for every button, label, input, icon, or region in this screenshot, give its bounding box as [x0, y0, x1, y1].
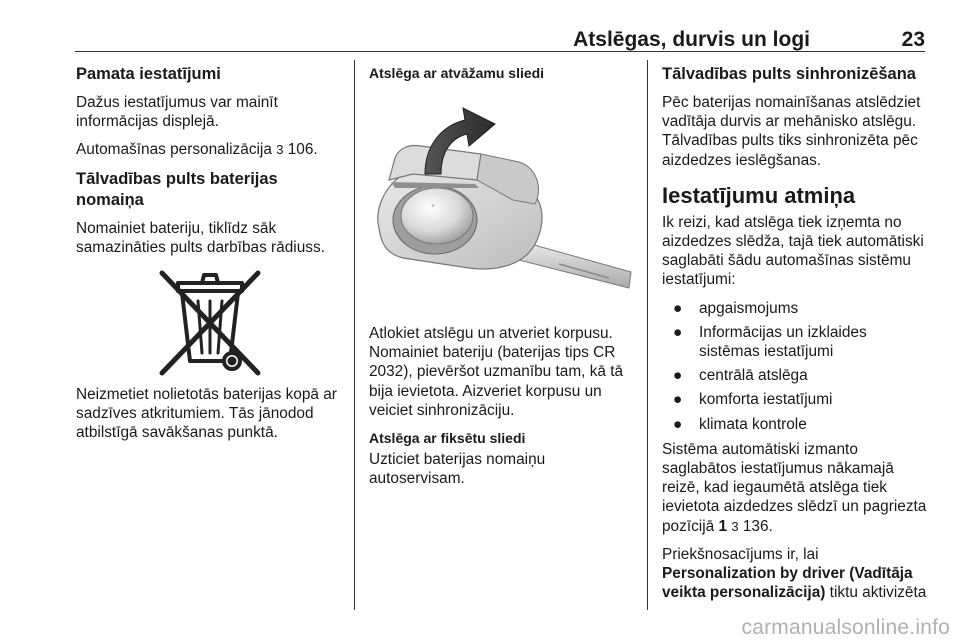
column-3: [662, 64, 930, 611]
list-item: ● komforta iestatījumi: [673, 391, 833, 409]
section-heading-battery-replacement: Tālvadības pults baterijas nomaiņa: [76, 169, 278, 209]
column-2: [369, 64, 637, 497]
paragraph-prerequisite: Priekšnosacījums ir, lai Personalization by driver (Vadītāja veikta personalizācija) tiktu aktivizēta: [662, 545, 927, 602]
paragraph-instructions: Atlokiet atslēgu un atveriet korpusu. Nomainiet bateriju (baterijas tips CR 2032), pievēršot uzmanību tam, kā tā bija ievietota. Aizveriet korpusu un veiciet sinhronizāciju.: [369, 325, 624, 419]
bullet-icon: ●: [673, 391, 683, 409]
section-heading-memory: Iestatījumu atmiņa: [662, 182, 856, 208]
paragraph-with-reference: [662, 440, 930, 536]
paragraph-text: Automašīnas personalizācija: [76, 141, 272, 159]
ignition-position: 1: [718, 517, 728, 535]
bullet-icon: ●: [673, 323, 683, 341]
subheading-fixed-key: Atslēga ar fiksētu sliedi: [369, 430, 526, 447]
page-reference-icon: 3: [731, 518, 739, 534]
key-battery-illustration: [369, 88, 637, 306]
settings-list: [662, 299, 930, 434]
svg-text:+: +: [431, 203, 436, 210]
bullet-icon: ●: [673, 299, 683, 317]
open-key-fob-icon: [369, 88, 637, 306]
paragraph-disposal: Neizmetiet nolietotās baterijas kopā ar sadzīves atkritumiem. Tās jānodod atbilstīgā savākšanas punktā.: [76, 386, 337, 442]
column-divider-2: [647, 60, 648, 610]
menu-setting-name: Personalization by driver (Vadītāja veikta personalizācija): [662, 565, 913, 602]
paragraph-text: Sistēma automātiski izmanto saglabātos iestatījumus nākamajā reizē, kad iegaumētā atslēga tiek ievietota aizdedzes slēdzī un pagriezta pozīcijā: [662, 440, 927, 535]
column-1: [76, 64, 344, 452]
watermark: carmanualsonline.info: [741, 616, 950, 639]
list-item: ● Informācijas un izklaides sistēmas iestatījumi: [673, 323, 867, 361]
list-item: ● centrālā atslēga: [673, 367, 808, 385]
column-divider-1: [354, 60, 355, 610]
section-heading-sync: Tālvadības pults sinhronizēšana: [662, 65, 916, 83]
page-reference-icon: 3: [276, 142, 284, 158]
crossed-out-wheelie-bin-icon: [154, 269, 266, 377]
bullet-icon: ●: [673, 415, 683, 433]
list-item: ● klimata kontrole: [673, 415, 807, 433]
paragraph: Pēc baterijas nomainīšanas atslēdziet vadītāja durvis ar mehānisko atslēgu. Tālvadības pults tiks sinhronizēta pēc aizdedzes ieslēgšanas.: [662, 94, 921, 169]
bullet-icon: ●: [673, 367, 683, 385]
paragraph-with-reference: [76, 140, 344, 159]
page-reference[interactable]: 106.: [287, 141, 318, 159]
list-item: ● apgaismojums: [673, 299, 799, 317]
header-title: Atslēgas, durvis un logi: [573, 28, 810, 51]
paragraph: Nomainiet bateriju, tiklīdz sāk samazināties pults darbības rādiuss.: [76, 219, 325, 256]
subheading-flip-key: Atslēga ar atvāžamu sliedi: [369, 65, 545, 81]
paragraph: Ik reizi, kad atslēga tiek izņemta no aizdedzes slēdža, tajā tiek automātiski saglabāti šādu automašīnas sistēmu iestatījumi:: [662, 213, 924, 289]
paragraph: Dažus iestatījumus var mainīt informācijas displejā.: [76, 94, 278, 131]
crossed-out-bin-illustration: [76, 269, 344, 377]
header-rule: [75, 51, 925, 52]
page-number: 23: [901, 28, 925, 51]
paragraph: Uzticiet baterijas nomaiņu autoservisam.: [369, 451, 546, 488]
page-reference[interactable]: 136.: [742, 517, 773, 535]
section-heading-basic-settings: Pamata iestatījumi: [76, 65, 221, 83]
